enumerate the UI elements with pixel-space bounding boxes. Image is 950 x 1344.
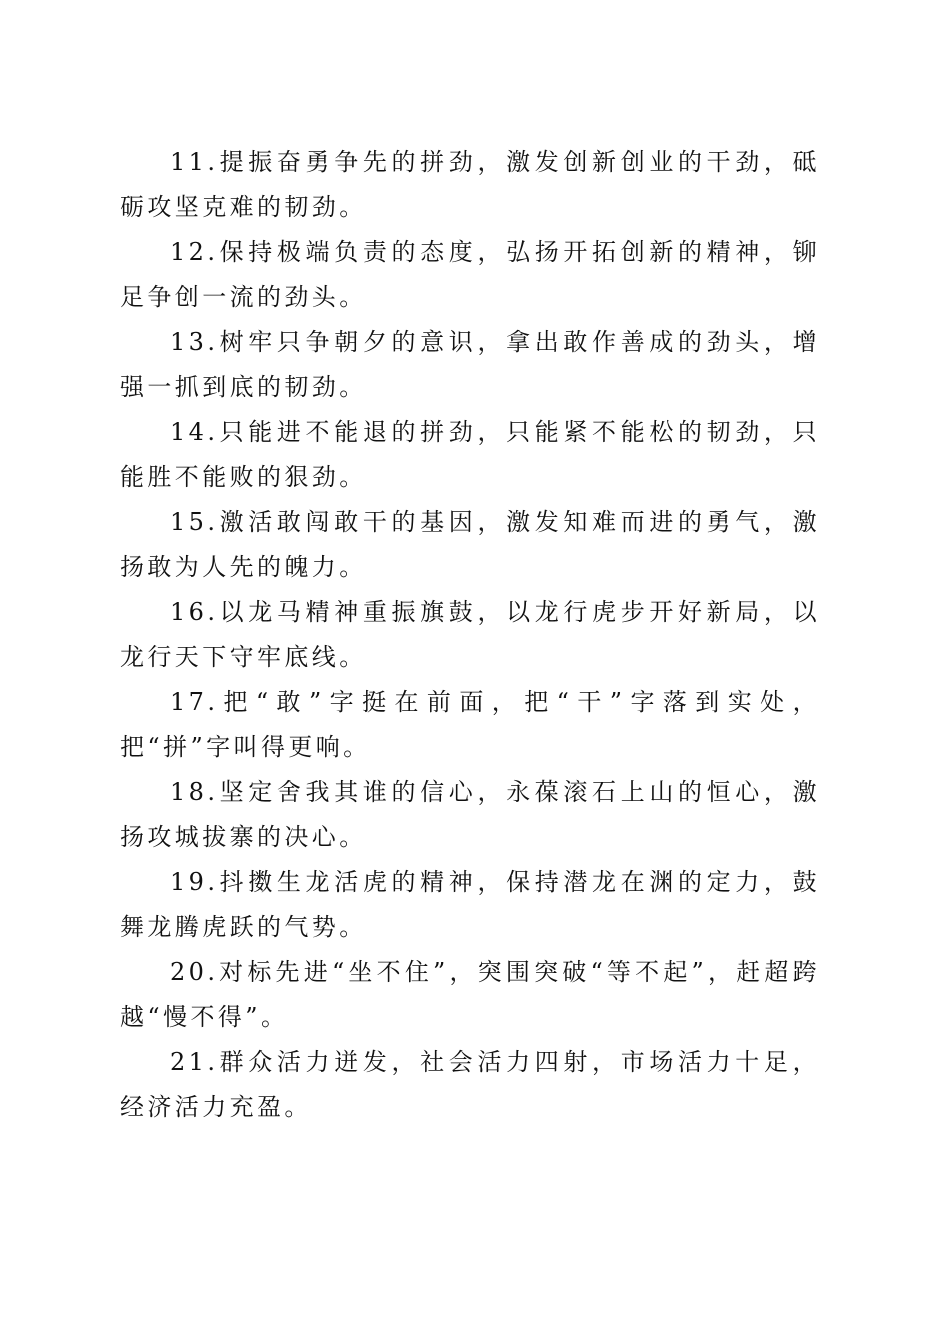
paragraph-12: 12.保持极端负责的态度，弘扬开拓创新的精神，铆足争创一流的劲头。 — [120, 238, 820, 311]
paragraph-13: 13.树牢只争朝夕的意识，拿出敢作善成的劲头，增强一抓到底的韧劲。 — [120, 328, 820, 401]
document-body — [120, 140, 820, 1130]
paragraph-21: 21.群众活力迸发，社会活力四射，市场活力十足，经济活力充盈。 — [120, 1048, 820, 1121]
paragraph-14: 14.只能进不能退的拼劲，只能紧不能松的韧劲，只能胜不能败的狠劲。 — [120, 418, 820, 491]
paragraph-18: 18.坚定舍我其谁的信心，永葆滚石上山的恒心，激扬攻城拔寨的决心。 — [120, 778, 820, 851]
paragraph-11: 11.提振奋勇争先的拼劲，激发创新创业的干劲，砥砺攻坚克难的韧劲。 — [120, 148, 820, 221]
paragraph-20: 20.对标先进“坐不住”，突围突破“等不起”，赶超跨越“慢不得”。 — [120, 958, 820, 1031]
paragraph-17: 17.把“敢”字挺在前面，把“干”字落到实处，把“拼”字叫得更响。 — [120, 688, 820, 761]
paragraph-15: 15.激活敢闯敢干的基因，激发知难而进的勇气，激扬敢为人先的魄力。 — [120, 508, 820, 581]
paragraph-19: 19.抖擞生龙活虎的精神，保持潜龙在渊的定力，鼓舞龙腾虎跃的气势。 — [120, 868, 820, 941]
paragraph-16: 16.以龙马精神重振旗鼓，以龙行虎步开好新局，以龙行天下守牢底线。 — [120, 598, 820, 671]
